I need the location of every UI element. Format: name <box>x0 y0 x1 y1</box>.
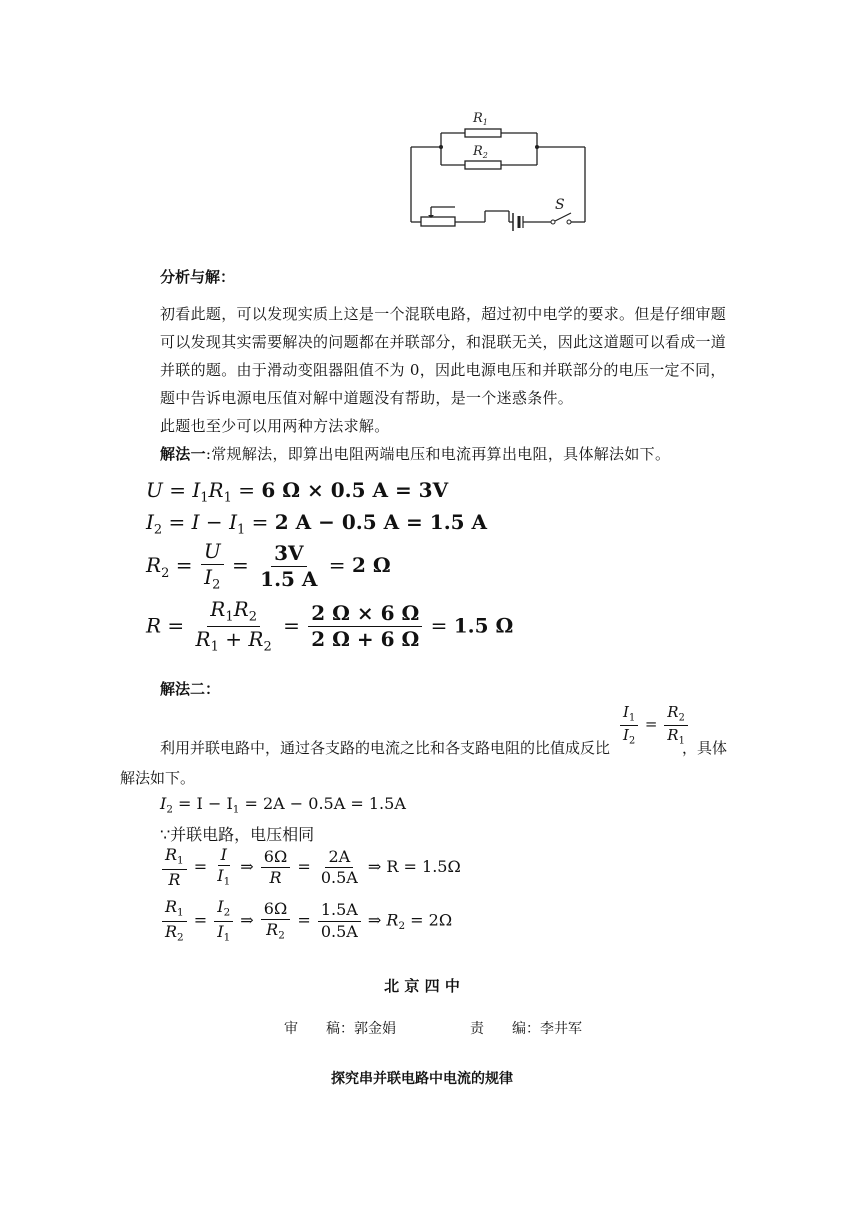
svg-text:R1: $R_1$ <box>473 111 488 127</box>
m2-eq3: $\frac{R_1}{R_2}$ = $\frac{I_2}{I_1}$ ⇒ $\frac{6\Omega}{R_2}$ = $\frac{1.5A}{0.5A}$ ⇒ $R_2 = 2\Omega$ <box>160 898 452 944</box>
switch <box>551 220 555 224</box>
reviewer-line: 审 稿：郭金娟 <box>284 1021 396 1037</box>
m1-eq4: R = $\frac{R_1R_2}{R_1 + R_2}$ = $\frac{2 \Omega \times 6 \Omega}{2 \Omega + 6 \Omega}$ = 1.5 Ω <box>146 597 514 656</box>
next-section-title: 探究串并联电路中电流的规律 <box>331 1071 513 1087</box>
editor-line: 责 编：李井军 <box>470 1021 582 1037</box>
method2-text: 利用并联电路中，通过各支路的电流之比和各支路电阻的比值成反比 <box>160 739 611 757</box>
school-name: 北 京 四 中 <box>384 977 460 995</box>
resistor-r2 <box>465 161 501 169</box>
m1-eq2: $I_2 = I - I_1 = 2$ A − 0.5 A = 1.5 A <box>146 510 488 538</box>
method1-line: 解法一:常规解法，即算出电阻两端电压和电流再算出电阻，具体解法如下。 <box>160 445 671 463</box>
r2-label: R <box>473 144 483 159</box>
resistor-r1 <box>465 129 501 137</box>
methods-intro: 此题也至少可以用两种方法求解。 <box>160 417 390 435</box>
rheostat <box>421 217 455 226</box>
switch-label: S <box>555 197 565 213</box>
analysis-paragraph: 初看此题，可以发现实质上这是一个混联电路，超过初中电学的要求。但是仔细审题可以发现其实需要解决的问题都在并联部分，和混联无关，因此这道题可以看成一道并联的题。由于滑动变阻器阻值不为 0，因此电源电压和并联部分的电压一定不同，题中告诉电源电压值对解中道题没有帮助，是一个迷惑条件。 <box>160 305 727 407</box>
m1-eq1: $U = I_1R_1 = 6$ Ω × 0.5 A = 3V <box>146 478 449 506</box>
m2-eq1: $I_2 = I - I_1 = 2A - 0.5A = 1.5A$ <box>160 794 406 816</box>
m1-eq3: $R_2$ = $\frac{U}{I_2}$ = $\frac{3V}{1.5 A}$ = 2 Ω <box>146 539 391 593</box>
r1-label: R <box>473 111 483 126</box>
method2-heading: 解法二： <box>160 680 221 698</box>
m2-eq2: $\frac{R_1}{R}$ = $\frac{I}{I_1}$ ⇒ $\frac{6\Omega}{R}$ = $\frac{2A}{0.5A}$ ⇒ R = 1.5Ω <box>160 846 461 889</box>
method1-label: 解法一 <box>160 445 206 463</box>
ratio-formula: $\frac{I_1}{I_2}$ = $\frac{R_2}{R_1}$ <box>618 704 690 746</box>
method2-text-after: ，具体 <box>682 739 728 757</box>
method2-line2: 解法如下。 <box>120 769 196 787</box>
circuit-diagram <box>405 105 595 235</box>
analysis-heading: 分析与解： <box>160 268 236 286</box>
because-line: ∵并联电路，电压相同 <box>160 825 315 844</box>
svg-text:R2: $R_2$ <box>473 144 488 160</box>
